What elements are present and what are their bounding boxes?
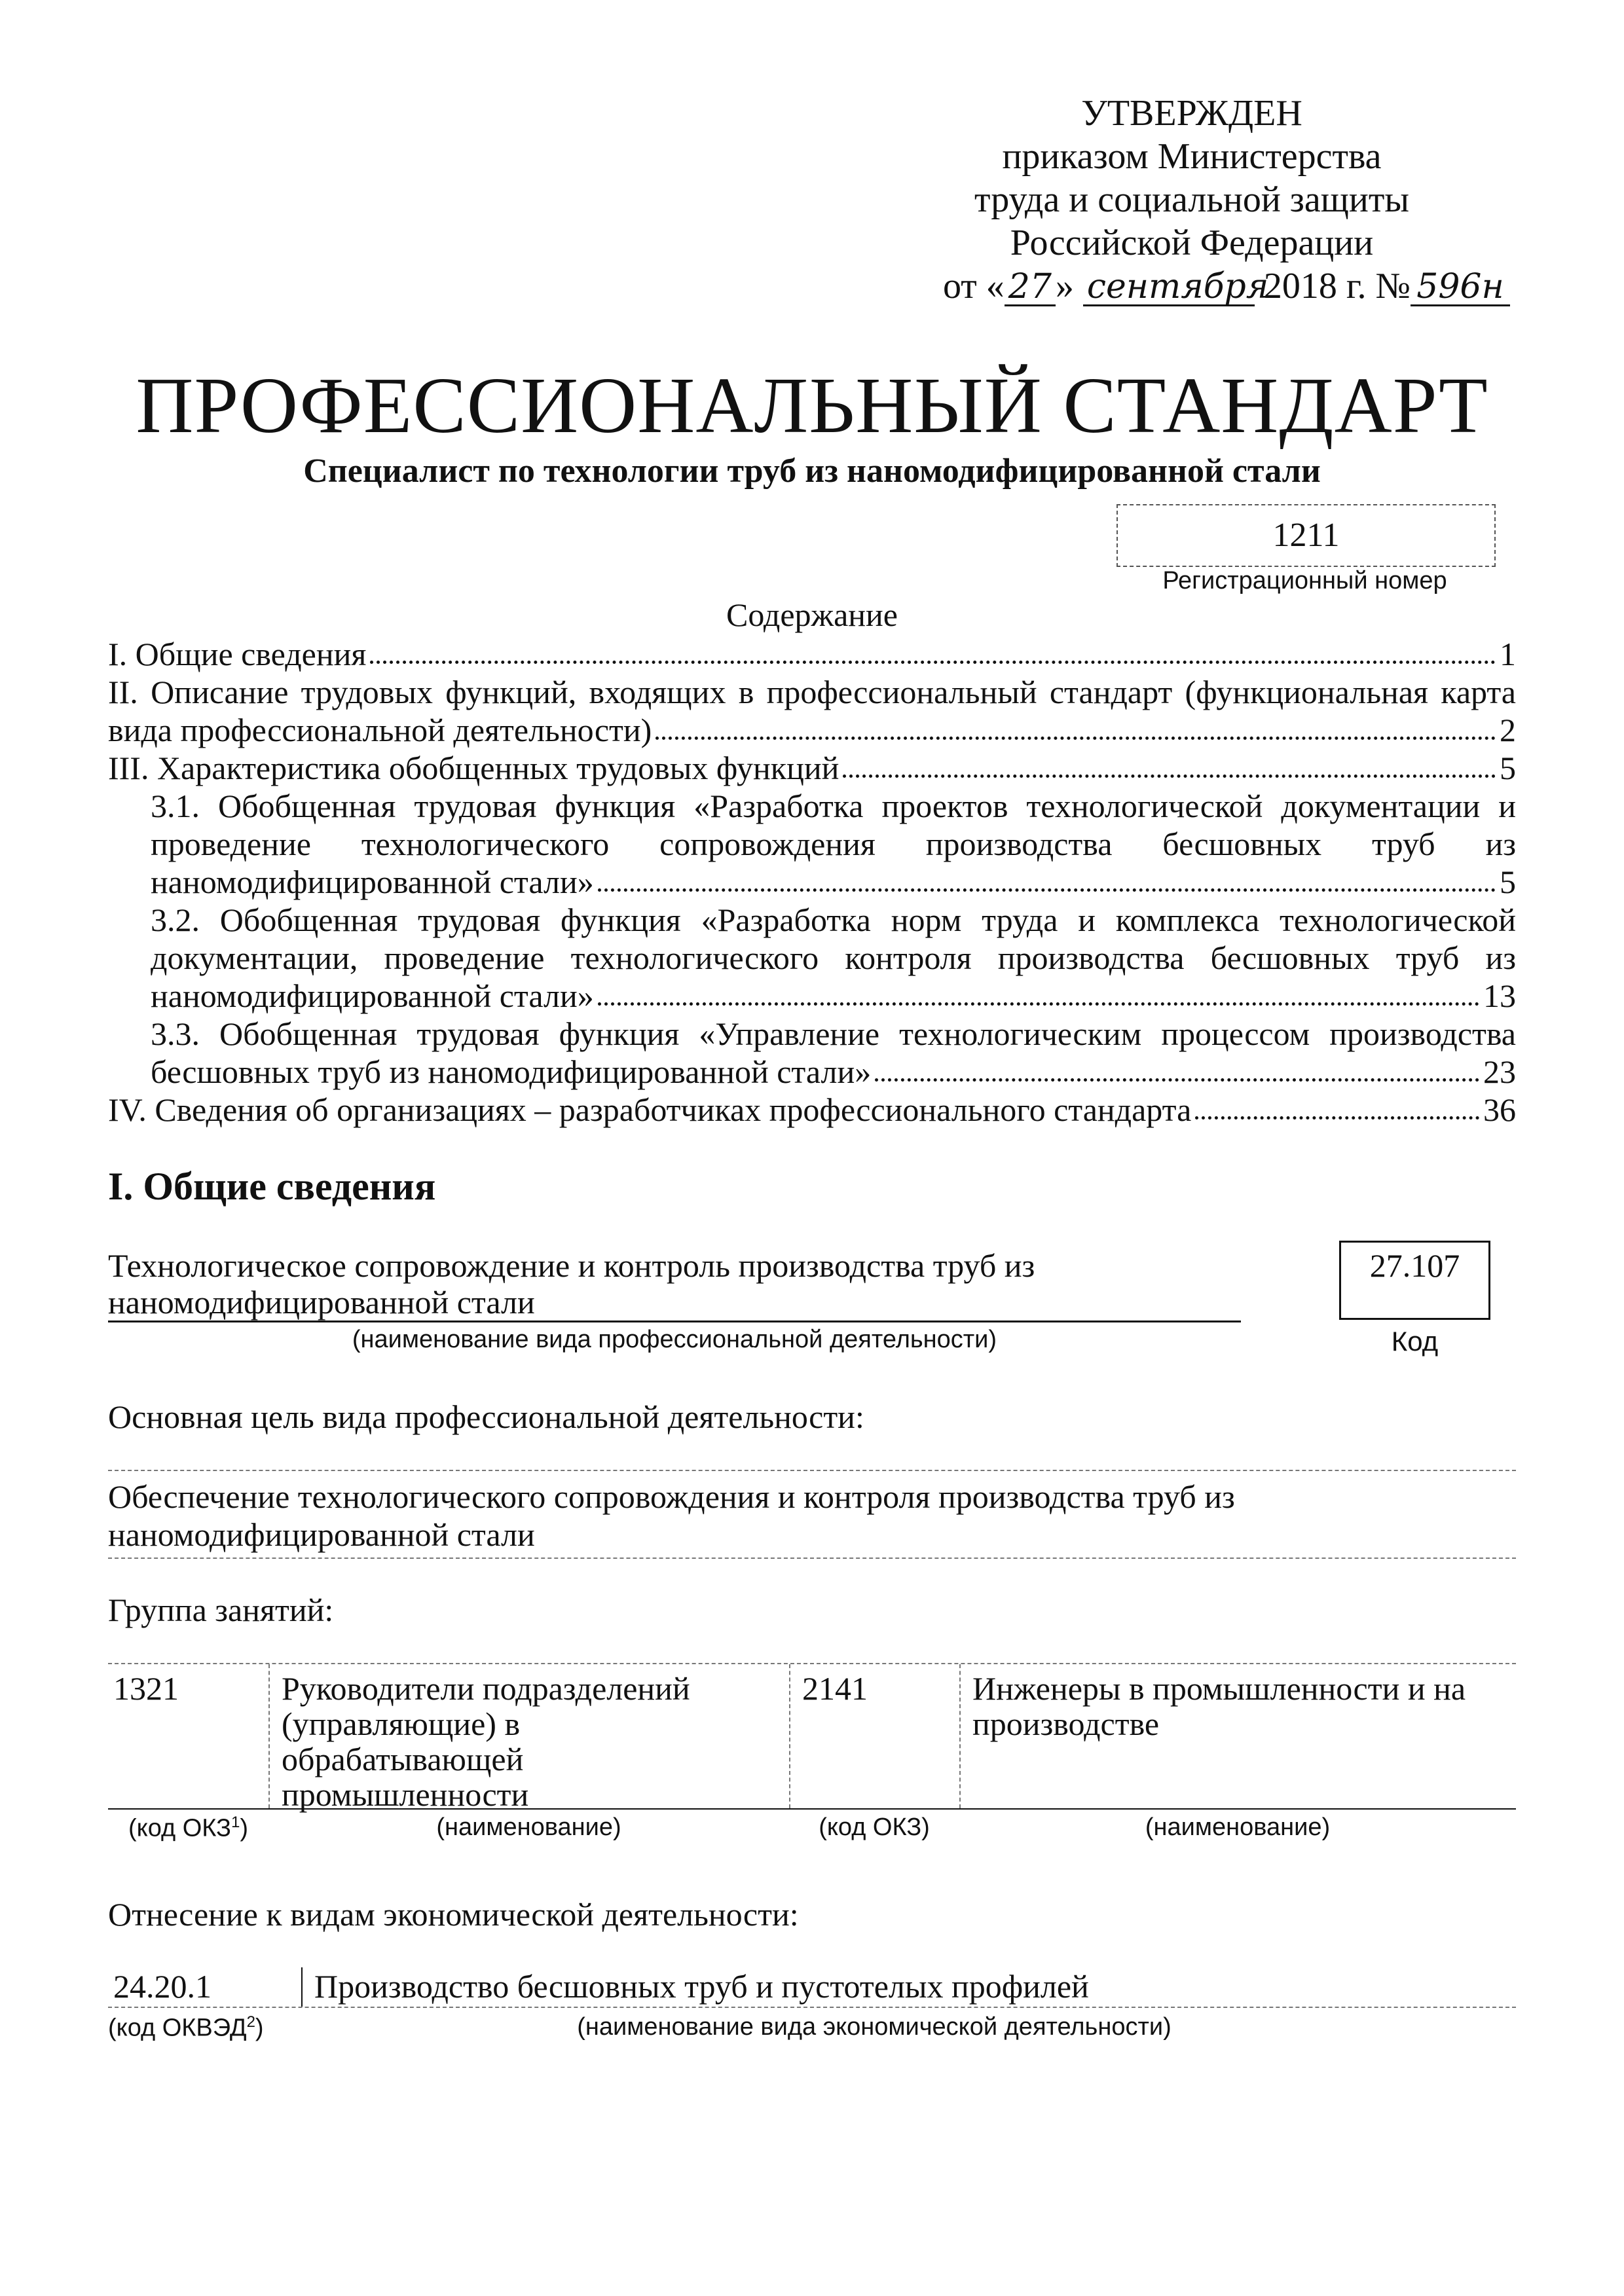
caption-text: )	[255, 2014, 264, 2042]
toc-item-text: IV. Сведения об организациях – разработчиках профессионального стандарта	[108, 1091, 1192, 1128]
toc-item-text: бесшовных труб из наномодифицированной стали»	[151, 1053, 872, 1090]
goal-line-2: наномодифицированной стали	[108, 1516, 535, 1553]
activity-caption: (наименование вида профессиональной деятельности)	[352, 1326, 997, 1353]
toc-item-1[interactable]	[108, 635, 1516, 673]
caption-text: (код ОКЗ	[128, 1814, 231, 1842]
activity-code-box: 27.107	[1339, 1241, 1490, 1320]
activity-name	[108, 1247, 1241, 1322]
okz-name-line: обрабатывающей	[282, 1741, 524, 1777]
toc-item-text: вида профессиональной деятельности)	[108, 712, 652, 748]
toc-leader	[1195, 1116, 1479, 1120]
toc-leader	[843, 774, 1496, 778]
toc-item-line: 3.1. Обобщенная трудовая функция «Разработка проектов технологической документации и	[151, 788, 1516, 824]
okz-name-caption-1: (наименование)	[436, 1813, 621, 1841]
okz-name-1	[282, 1671, 690, 1812]
toc-item-text: III. Характеристика обобщенных трудовых функций	[108, 750, 840, 786]
goal-label: Основная цель вида профессиональной деятельности:	[108, 1398, 864, 1435]
registration-number-box: 1211	[1116, 504, 1496, 567]
okz-name-caption-2: (наименование)	[1145, 1813, 1331, 1841]
section-title: I. Общие сведения	[108, 1165, 436, 1208]
toc-item-3[interactable]	[108, 749, 1516, 787]
okved-code: 24.20.1	[113, 1968, 212, 2005]
toc-item-line: проведение технологического сопровождения производства бесшовных труб из	[151, 826, 1516, 862]
okz-code-2: 2141	[802, 1670, 868, 1707]
toc-item-text: наномодифицированной стали»	[151, 977, 594, 1014]
handwritten-day: 27	[1005, 269, 1056, 306]
toc-item-line: 3.3. Обобщенная трудовая функция «Управление технологическим процессом производства	[151, 1015, 1516, 1052]
toc-page: 36	[1483, 1091, 1516, 1128]
table-of-contents	[108, 635, 1516, 1129]
economic-activity-label: Отнесение к видам экономической деятельности:	[108, 1896, 799, 1933]
activity-line-2: наномодифицированной стали	[108, 1284, 535, 1321]
okz-code-caption-1	[108, 1813, 268, 1843]
handwritten-month: сентября	[1083, 269, 1255, 306]
okz-code-caption-2: (код ОКЗ)	[819, 1813, 930, 1841]
okz-name-line: промышленности	[282, 1776, 529, 1813]
toc-page: 5	[1500, 864, 1516, 900]
page-title: ПРОФЕССИОНАЛЬНЫЙ СТАНДАРТ	[136, 361, 1488, 450]
column-divider	[789, 1664, 790, 1808]
column-divider	[301, 1967, 303, 2007]
toc-item-3-3[interactable]	[108, 1015, 1516, 1091]
goal-box	[108, 1470, 1516, 1559]
code-caption: Код	[1391, 1326, 1439, 1357]
toc-page: 1	[1500, 636, 1516, 672]
toc-heading: Содержание	[726, 596, 898, 633]
goal-line-1: Обеспечение технологического сопровождения и контроля производства труб из	[108, 1478, 1235, 1515]
date-prefix: от «	[943, 266, 1005, 306]
toc-leader	[655, 737, 1496, 740]
occupation-group-table	[108, 1663, 1516, 1813]
okz-name-line: (управляющие) в	[282, 1705, 521, 1742]
approval-line-2: приказом Министерства	[1002, 136, 1382, 177]
caption-text: (код ОКВЭД	[108, 2014, 247, 2042]
year-text: 2018 г. №	[1263, 266, 1411, 306]
toc-item-3-1[interactable]	[108, 787, 1516, 901]
registration-number-label: Регистрационный номер	[1162, 567, 1447, 594]
page-subtitle: Специалист по технологии труб из наномодифицированной стали	[303, 452, 1321, 490]
okved-code-caption	[108, 2013, 304, 2043]
okz-name-line: Инженеры в промышленности и на	[972, 1670, 1466, 1707]
toc-item-text: наномодифицированной стали»	[151, 864, 594, 900]
toc-item-text: I. Общие сведения	[108, 636, 367, 672]
column-divider	[268, 1664, 270, 1808]
toc-item-line: документации, проведение технологического контроля производства бесшовных труб из	[151, 939, 1516, 976]
approval-line-1: УТВЕРЖДЕН	[1081, 93, 1302, 134]
toc-page: 23	[1483, 1053, 1516, 1090]
okved-row	[108, 1967, 1516, 2008]
okz-name-line: Руководители подразделений	[282, 1670, 690, 1707]
toc-item-line: 3.2. Обобщенная трудовая функция «Разработка норм труда и комплекса технологической	[151, 902, 1516, 938]
okved-name-caption: (наименование вида экономической деятельности)	[577, 2013, 1172, 2041]
okved-name: Производство бесшовных труб и пустотелых профилей	[314, 1968, 1089, 2005]
footnote-mark: 2	[246, 2013, 255, 2031]
toc-item-4[interactable]	[108, 1091, 1516, 1129]
okz-name-2	[972, 1671, 1466, 1741]
toc-leader	[370, 661, 1496, 664]
okz-code-1: 1321	[113, 1670, 179, 1707]
toc-leader	[598, 1002, 1479, 1006]
approval-date-line	[943, 264, 1504, 308]
toc-leader	[598, 888, 1496, 892]
activity-line-1: Технологическое сопровождение и контроль производства труб из	[108, 1247, 1035, 1284]
toc-item-2[interactable]	[108, 673, 1516, 749]
approval-line-4: Российской Федерации	[1010, 223, 1374, 263]
toc-item-3-2[interactable]	[108, 901, 1516, 1015]
date-sep: »	[1055, 266, 1074, 306]
toc-page: 13	[1483, 977, 1516, 1014]
footnote-mark: 1	[231, 1813, 240, 1831]
toc-item-line: II. Описание трудовых функций, входящих в профессиональный стандарт (функциональная карта	[108, 674, 1516, 710]
column-divider	[959, 1664, 961, 1808]
okz-name-line: производстве	[972, 1705, 1160, 1742]
toc-page: 5	[1500, 750, 1516, 786]
toc-page: 2	[1500, 712, 1516, 748]
group-label: Группа занятий:	[108, 1592, 334, 1628]
toc-leader	[875, 1078, 1479, 1082]
approval-line-3: труда и социальной защиты	[974, 179, 1409, 220]
handwritten-order-number: 596н	[1411, 269, 1510, 306]
caption-text: )	[240, 1814, 248, 1842]
approval-block	[943, 92, 1504, 308]
